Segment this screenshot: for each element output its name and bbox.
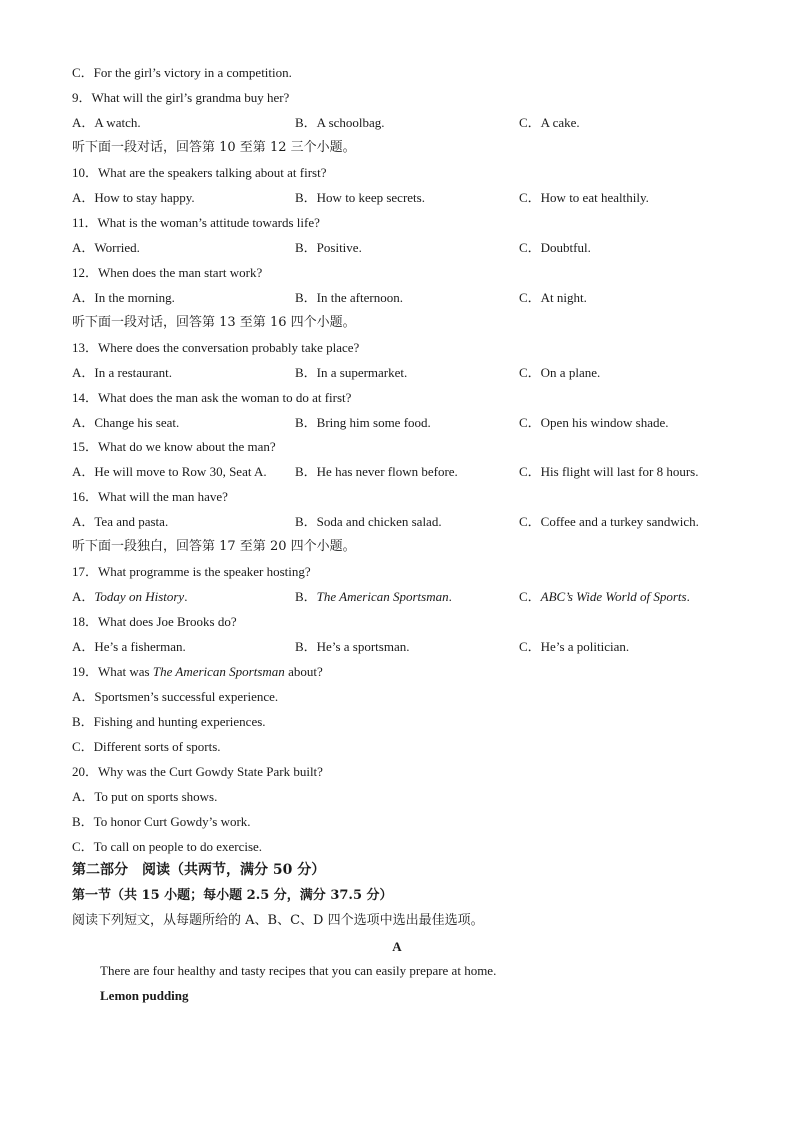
q14-option-a: A．Change his seat. (72, 415, 180, 430)
q12-option-a: A．In the morning. (72, 290, 175, 305)
q19-option-a: A．Sportsmen’s successful experience. (72, 689, 279, 704)
q16-option-a: A．Tea and pasta. (72, 514, 169, 529)
q19-option-c: C．Different sorts of sports. (72, 739, 221, 754)
q8-option-c: C．For the girl’s victory in a competition. (72, 65, 292, 80)
reading-instruction: 阅读下列短文，从每题所给的 A、B、C、D 四个选项中选出最佳选项。 (72, 913, 484, 928)
q12-option-c: C．At night. (519, 290, 587, 305)
q17-option-c: C．ABC’s Wide World of Sports. (519, 589, 690, 604)
q12-option-b: B．In the afternoon. (295, 290, 403, 305)
q15-option-a: A．He will move to Row 30, Seat A. (72, 464, 267, 479)
q9-option-b: B．A schoolbag. (295, 115, 385, 130)
question-19: 19．What was The American Sportsman about? (72, 664, 323, 679)
q11-option-a: A．Worried. (72, 240, 140, 255)
q16-option-c: C．Coffee and a turkey sandwich. (519, 514, 699, 529)
q17-option-a: A．Today on History. (72, 589, 188, 604)
section-instruction-17-20: 听下面一段独白，回答第 17 至第 20 四个小题。 (72, 539, 356, 554)
section-instruction-10-12: 听下面一段对话，回答第 10 至第 12 三个小题。 (72, 140, 356, 155)
question-16: 16．What will the man have? (72, 489, 228, 504)
q13-option-a: A．In a restaurant. (72, 365, 172, 380)
q18-option-c: C．He’s a politician. (519, 639, 630, 654)
q16-option-b: B．Soda and chicken salad. (295, 514, 442, 529)
q20-option-c: C．To call on people to do exercise. (72, 839, 263, 854)
question-11: 11．What is the woman’s attitude towards life? (72, 215, 320, 230)
question-17: 17．What programme is the speaker hosting? (72, 564, 311, 579)
q9-option-a: A．A watch. (72, 115, 141, 130)
question-20: 20．Why was the Curt Gowdy State Park built? (72, 764, 323, 779)
q14-option-c: C．Open his window shade. (519, 415, 669, 430)
q11-option-b: B．Positive. (295, 240, 362, 255)
question-13: 13．Where does the conversation probably take place? (72, 340, 360, 355)
part-two-heading: 第二部分 阅读（共两节，满分 50 分） (72, 862, 326, 878)
q9-option-c: C．A cake. (519, 115, 580, 130)
question-15: 15．What do we know about the man? (72, 439, 276, 454)
question-18: 18．What does Joe Brooks do? (72, 614, 237, 629)
question-9: 9．What will the girl’s grandma buy her? (72, 90, 290, 105)
q10-option-a: A．How to stay happy. (72, 190, 195, 205)
question-10: 10．What are the speakers talking about at first? (72, 165, 327, 180)
recipe-heading: Lemon pudding (100, 988, 189, 1003)
q13-option-c: C．On a plane. (519, 365, 601, 380)
q11-option-c: C．Doubtful. (519, 240, 591, 255)
q13-option-b: B．In a supermarket. (295, 365, 408, 380)
q17-option-b: B．The American Sportsman. (295, 589, 452, 604)
q10-option-b: B．How to keep secrets. (295, 190, 425, 205)
q20-option-b: B．To honor Curt Gowdy’s work. (72, 814, 251, 829)
section-instruction-13-16: 听下面一段对话，回答第 13 至第 16 四个小题。 (72, 315, 356, 330)
q15-option-c: C．His flight will last for 8 hours. (519, 464, 699, 479)
passage-a-title: A (392, 939, 402, 954)
q15-option-b: B．He has never flown before. (295, 464, 458, 479)
q18-option-a: A．He’s a fisherman. (72, 639, 186, 654)
q18-option-b: B．He’s a sportsman. (295, 639, 410, 654)
passage-intro: There are four healthy and tasty recipes that you can easily prepare at home. (100, 963, 497, 978)
q10-option-c: C．How to eat healthily. (519, 190, 649, 205)
q19-option-b: B．Fishing and hunting experiences. (72, 714, 266, 729)
q14-option-b: B．Bring him some food. (295, 415, 431, 430)
question-14: 14．What does the man ask the woman to do at first? (72, 390, 352, 405)
q20-option-a: A．To put on sports shows. (72, 789, 218, 804)
question-12: 12．When does the man start work? (72, 265, 263, 280)
section-one-heading: 第一节（共 15 小题；每小题 2.5 分，满分 37.5 分） (72, 888, 393, 903)
